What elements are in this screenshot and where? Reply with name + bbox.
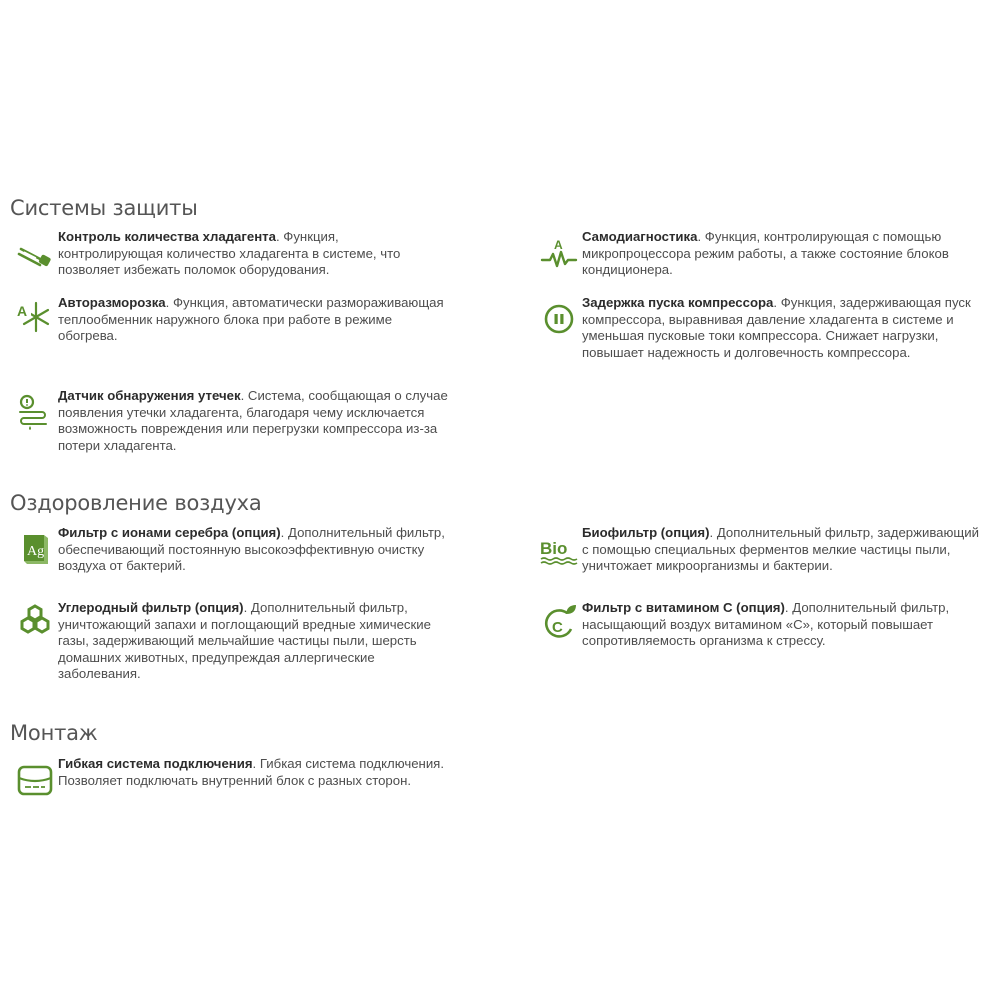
feature-leak-sensor (16, 388, 456, 454)
feature-description: . Дополнительный фильтр, уничтожающий запахи и поглощающий вредные химические газы, задерживающий мельчайшие частицы пыли, шерсть домашних животных, предупреждая аллергические заболевания. (58, 600, 431, 681)
feature-name: Биофильтр (опция) (582, 525, 710, 540)
feature-description: . Дополнительный фильтр, задерживающий с помощью специальных ферментов мелкие частицы пыли, уничтожает микроорганизмы и бактерии. (582, 525, 979, 573)
feature-name: Датчик обнаружения утечек (58, 388, 241, 403)
feature-name: Фильтр с ионами серебра (опция) (58, 525, 281, 540)
pause-circle-icon (540, 297, 578, 337)
feature-silver-filter (16, 525, 456, 575)
svg-text:A: A (554, 238, 563, 252)
diagnostics-wave-icon (540, 231, 578, 271)
refrigerant-tube-icon (16, 231, 54, 271)
svg-text:A: A (17, 303, 28, 319)
feature-description: . Функция, контролирующая с помощью микропроцессора режим работы, а также состояние блоков кондиционера. (582, 229, 949, 277)
feature-name: Гибкая система подключения (58, 756, 253, 771)
bio-filter-icon (540, 527, 578, 567)
feature-description: . Система, сообщающая о случае появления утечки хладагента, благодаря чему исключается возможность повреждения или перегрузки компрессора из-за потери хладагента. (58, 388, 448, 453)
feature-name: Задержка пуска компрессора (582, 295, 774, 310)
vitamin-c-leaf-icon (540, 602, 578, 642)
bio-icon-text: Bio (540, 539, 568, 558)
feature-name: Самодиагностика (582, 229, 698, 244)
leak-sensor-icon (16, 390, 54, 430)
feature-name: Фильтр с витамином С (опция) (582, 600, 785, 615)
feature-compressor-delay (540, 295, 990, 361)
feature-description: . Функция, автоматически размораживающая теплообменник наружного блока при работе в режиме обогрева. (58, 295, 444, 343)
feature-flexible-connection (16, 756, 456, 798)
feature-description: . Дополнительный фильтр, насыщающий воздух витамином «С», который повышает сопротивляемость организма к стрессу. (582, 600, 950, 648)
feature-description: . Функция, задерживающая пуск компрессора, выравнивая давление хладагента в системе и уменьшая пусковые токи компрессора. Снижает нагрузки, повышает надежность и долговечность компрессора. (582, 295, 971, 360)
feature-self-diagnostics (540, 229, 990, 279)
feature-bio-filter (540, 525, 990, 575)
feature-refrigerant-control (16, 229, 456, 279)
section-title-installation: Монтаж (10, 721, 98, 745)
flexible-connection-icon (16, 758, 54, 798)
svg-text:C: C (552, 619, 563, 636)
feature-carbon-filter (16, 600, 456, 683)
feature-description: . Гибкая система подключения. Позволяет подключать внутренний блок с разных сторон. (58, 756, 444, 788)
svg-text:Ag: Ag (27, 544, 45, 559)
feature-name: Углеродный фильтр (опция) (58, 600, 244, 615)
carbon-hexagon-icon (16, 602, 54, 642)
feature-name: Контроль количества хладагента (58, 229, 276, 244)
snowflake-a-icon (16, 297, 54, 337)
section-title-air-purification: Оздоровление воздуха (10, 491, 262, 515)
feature-description: . Дополнительный фильтр, обеспечивающий постоянную высокоэффективную очистку воздуха от бактерий. (58, 525, 445, 573)
feature-name: Авторазморозка (58, 295, 166, 310)
section-title-protection: Системы защиты (10, 196, 198, 220)
feature-vitamin-c-filter (540, 600, 990, 650)
silver-ion-ag-icon (16, 527, 54, 567)
feature-description: . Функция, контролирующая количество хладагента в системе, что позволяет избежать поломок оборудования. (58, 229, 401, 277)
feature-auto-defrost (16, 295, 456, 345)
